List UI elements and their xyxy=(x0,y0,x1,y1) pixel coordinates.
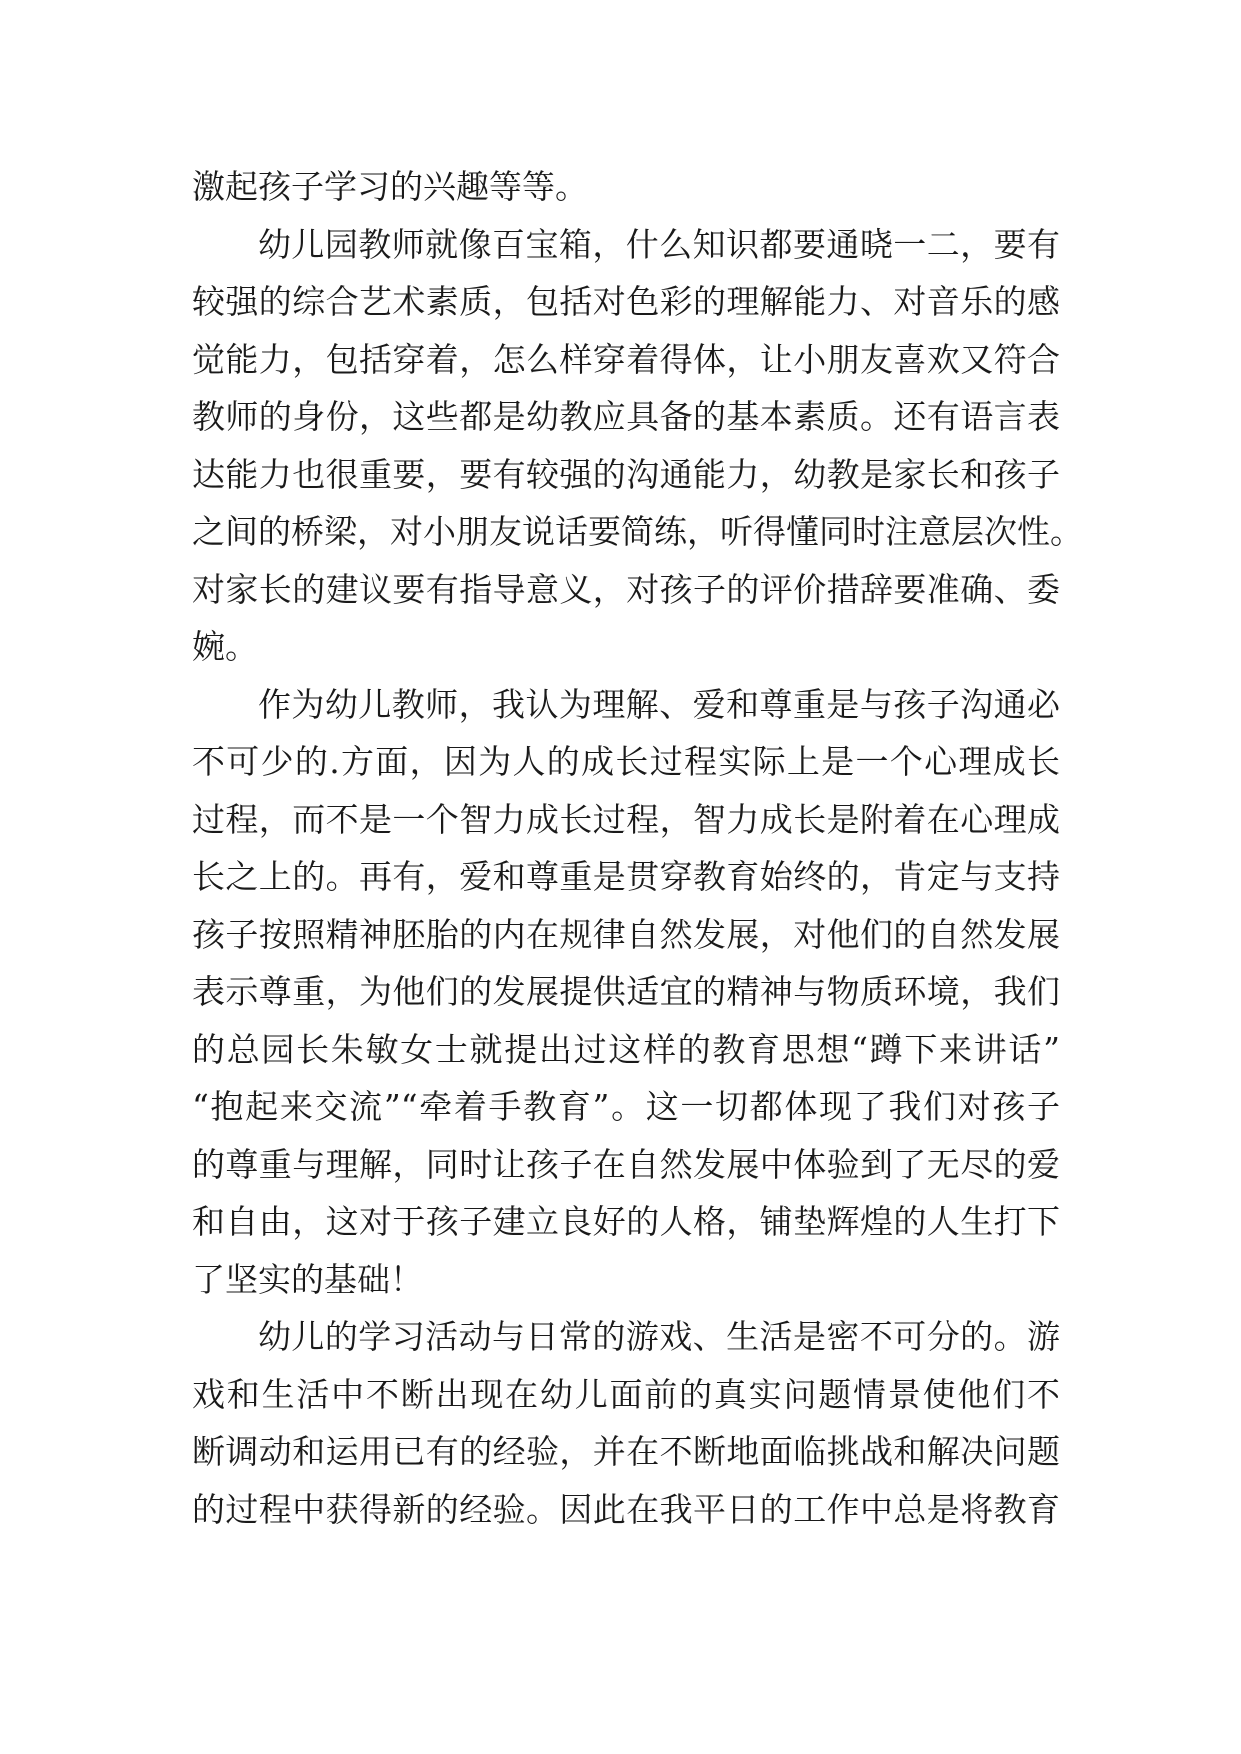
text-line: 过程，而不是一个智力成长过程，智力成长是附着在心理成 xyxy=(192,799,1060,839)
text-line: 和自由，这对于孩子建立良好的人格，铺垫辉煌的人生打下 xyxy=(192,1202,1060,1241)
text-line: 的过程中获得新的经验。因此在我平日的工作中总是将教育 xyxy=(192,1489,1060,1529)
text-line: 断调动和运用已有的经验，并在不断地面临挑战和解决问题 xyxy=(192,1432,1060,1471)
text-line: 激起孩子学习的兴趣等等。 xyxy=(192,167,588,206)
text-line: 较强的综合艺术素质，包括对色彩的理解能力、对音乐的感 xyxy=(192,282,1060,321)
text-line: 婉。 xyxy=(192,627,258,666)
text-line: 教师的身份，这些都是幼教应具备的基本素质。还有语言表 xyxy=(192,397,1060,436)
text-line: 长之上的。再有，爱和尊重是贯穿教育始终的，肯定与支持 xyxy=(192,857,1060,896)
text-line: 对家长的建议要有指导意义，对孩子的评价措辞要准确、委 xyxy=(192,569,1060,609)
text-line: 戏和生活中不断出现在幼儿面前的真实问题情景使他们不 xyxy=(192,1374,1060,1414)
text-line: 作为幼儿教师，我认为理解、爱和尊重是与孩子沟通必 xyxy=(258,684,1060,724)
text-line: 了坚实的基础！ xyxy=(192,1259,423,1299)
text-line: 幼儿的学习活动与日常的游戏、生活是密不可分的。游 xyxy=(258,1317,1060,1356)
text-line: 觉能力，包括穿着，怎么样穿着得体，让小朋友喜欢又符合 xyxy=(192,339,1060,379)
text-line: 不可少的.方面，因为人的成长过程实际上是一个心理成长 xyxy=(192,742,1060,781)
text-line: 孩子按照精神胚胎的内在规律自然发展，对他们的自然发展 xyxy=(192,914,1060,954)
text-line: 之间的桥梁，对小朋友说话要简练，听得懂同时注意层次性。 xyxy=(192,512,1083,551)
text-line: 达能力也很重要，要有较强的沟通能力，幼教是家长和孩子 xyxy=(192,454,1060,494)
text-line: 的尊重与理解，同时让孩子在自然发展中体验到了无尽的爱 xyxy=(192,1144,1060,1184)
text-line: “抱起来交流”“牵着手教育”。这一切都体现了我们对孩子 xyxy=(192,1087,1060,1126)
text-line: 表示尊重，为他们的发展提供适宜的精神与物质环境，我们 xyxy=(192,972,1060,1011)
text-line: 的总园长朱敏女士就提出过这样的教育思想“蹲下来讲话” xyxy=(192,1029,1060,1069)
text-line: 幼儿园教师就像百宝箱，什么知识都要通晓一二，要有 xyxy=(258,224,1060,264)
body-text xyxy=(192,158,1083,1538)
